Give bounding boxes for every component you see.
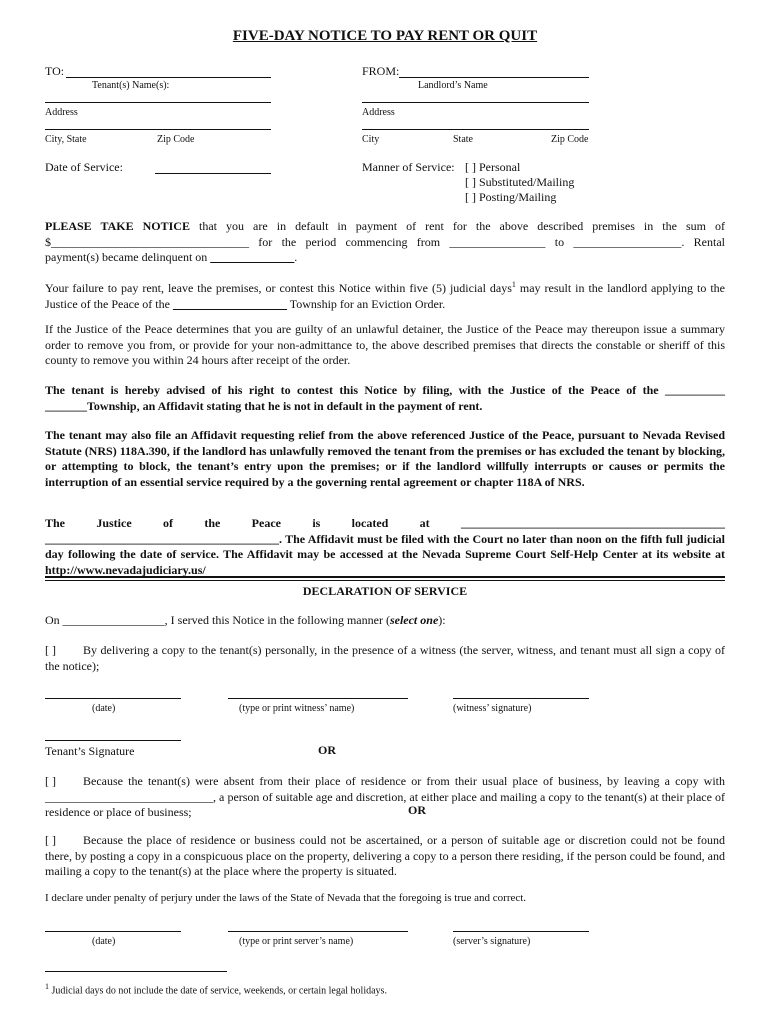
witness-date-label: (date) <box>92 703 116 714</box>
or-separator-1: OR <box>318 743 336 757</box>
witness-date-line[interactable] <box>45 698 181 699</box>
document-title: FIVE-DAY NOTICE TO PAY RENT OR QUIT <box>232 28 538 44</box>
failure-text-c: Township for an Eviction Order. <box>286 296 446 311</box>
tenant-address-line[interactable] <box>45 102 271 103</box>
footnote-ref: 1 <box>511 280 516 289</box>
footnote-divider <box>45 971 227 972</box>
landlord-city-line[interactable] <box>362 129 589 130</box>
landlord-name-line[interactable] <box>399 77 589 78</box>
tenant-city-line[interactable] <box>45 129 271 130</box>
city-label: City <box>362 134 380 145</box>
landlord-name-label: Landlord’s Name <box>418 80 488 91</box>
or-separator-2: OR <box>408 803 426 817</box>
paragraph-relief: The tenant may also file an Affidavit requesting relief from the above referenced Justice of the Peace, pursuant to Nevada Revised Statute (NRS) 118A.390, if the landlord has unlawfully removed the tenant from the premises or has excluded the tenant by blocking, or attempting to block, the tenant’s entry upon the premises; or if the landlord willfully interrupts or causes or permits the interruption of an essential service required by a the governing rental agreement or chapter 118A of NRS. <box>45 428 725 489</box>
option3-checkbox[interactable]: [ ] <box>45 833 56 847</box>
notice-text: that you are in default in payment of rent for the above described premises in the sum of $_________________________________ for the period commencing from ________________ to __________________. Rental payment(s) became delinquent on <box>45 219 725 264</box>
server-signature-line[interactable] <box>453 931 589 932</box>
option2-text: Because the tenant(s) were absent from their place of residence or from their usual place of business, by leaving a copy with ____________________________, a person of suitable age and discretion, at either place and mailing a copy to the tenant(s) at their place of residence or place of business; <box>45 774 725 819</box>
township-blank[interactable]: ___________________ <box>172 296 287 311</box>
server-date-line[interactable] <box>45 931 181 932</box>
option1-text: By delivering a copy to the tenant(s) personally, in the presence of a witness (the server, witness, and tenant must all sign a copy of the notice); <box>45 643 725 673</box>
served-on-text: On _________________, I served this Notice in the following manner ( <box>45 613 390 627</box>
manner-option-posting[interactable]: [ ] Posting/Mailing <box>465 190 557 204</box>
manner-option-personal[interactable]: [ ] Personal <box>465 160 521 174</box>
footnote <box>45 982 387 996</box>
server-signature-label: (server’s signature) <box>453 936 531 947</box>
section-divider-thin <box>45 580 725 581</box>
state-label: State <box>453 134 473 145</box>
landlord-address-label: Address <box>362 107 395 118</box>
witness-signature-line[interactable] <box>453 698 589 699</box>
city-state-label: City, State <box>45 134 87 145</box>
option2-checkbox[interactable]: [ ] <box>45 774 56 788</box>
option-personal-delivery <box>45 643 725 674</box>
notice-end: . <box>294 250 298 264</box>
landlord-zip-label: Zip Code <box>551 134 589 145</box>
paragraph-location <box>45 516 725 578</box>
date-of-service-line[interactable] <box>155 173 271 174</box>
paragraph-notice <box>45 219 725 266</box>
notice-lead: PLEASE TAKE NOTICE <box>45 219 190 233</box>
paragraph-determination: If the Justice of the Peace determines that you are guilty of an unlawful detainer, the Justice of the Peace may thereupon issue a summary order to remove you from, or provide for your non-admittance to, the above described premises that directs the constable or sheriff of this county to remove you within 24 hours after receipt of the order. <box>45 322 725 367</box>
address-label: Address <box>45 107 78 118</box>
option3-text: Because the place of residence or business could not be ascertained, or a person of suitable age or discretion could not be found there, by posting a copy in a conspicuous place on the property, delivering a copy to a person there residing, if the person could be found, and mailing a copy to the tenant(s) at the place where the property is situated. <box>45 833 725 878</box>
zip-code-label: Zip Code <box>157 134 195 145</box>
section-divider <box>45 576 725 578</box>
witness-name-line[interactable] <box>228 698 408 699</box>
served-on-end: ): <box>438 613 446 627</box>
manner-option-substituted[interactable]: [ ] Substituted/Mailing <box>465 175 575 189</box>
delinquent-date-blank[interactable]: ______________ <box>210 250 295 264</box>
location-text-a: The Justice of the Peace is located at <box>45 516 430 530</box>
tenant-names-label: Tenant(s) Name(s): <box>92 80 170 91</box>
to-label: TO: <box>45 64 65 78</box>
witness-name-label: (type or print witness’ name) <box>239 703 355 714</box>
date-of-service-label: Date of Service: <box>45 160 123 174</box>
witness-signature-label: (witness’ signature) <box>453 703 532 714</box>
tenant-signature-label: Tenant’s Signature <box>45 744 135 758</box>
option1-checkbox[interactable]: [ ] <box>45 643 56 657</box>
server-name-label: (type or print server’s name) <box>239 936 354 947</box>
footnote-text: Judicial days do not include the date of service, weekends, or certain legal holidays. <box>51 985 387 997</box>
paragraph-contest: The tenant is hereby advised of his right to contest this Notice by filing, with the Justice of the Peace of the __________ _______Township, an Affidavit stating that he is not in default in the payment of rent. <box>45 383 725 413</box>
tenant-signature-line[interactable] <box>45 740 181 741</box>
from-label: FROM: <box>362 64 400 78</box>
option-posting-service <box>45 833 725 880</box>
tenant-name-line[interactable] <box>66 77 271 78</box>
option-substituted-service <box>45 774 725 821</box>
server-name-line[interactable] <box>228 931 408 932</box>
select-one-text: select one <box>389 613 439 627</box>
landlord-address-line[interactable] <box>362 102 589 103</box>
server-date-label: (date) <box>92 936 116 947</box>
footnote-mark: 1 <box>45 982 49 991</box>
location-text-b: _______________________________________. The Affidavit must be filed with the Court no later than noon on the fifth full judicial day following the date of service. The Affidavit may be accessed at the Nevada Supreme Court Self-Help Center at its website at http://www.nevadajudiciary.us/ <box>45 531 725 577</box>
paragraph-failure <box>45 277 725 312</box>
failure-text-b: may result in the landlord applying to the Justice of the Peace of the <box>45 281 725 311</box>
served-on-line <box>45 613 446 628</box>
manner-of-service-label: Manner of Service: <box>362 160 455 174</box>
perjury-declaration: I declare under penalty of perjury under the laws of the State of Nevada that the foregoing is true and correct. <box>45 892 527 904</box>
failure-text-a: Your failure to pay rent, leave the premises, or contest this Notice within five (5) judicial days <box>45 281 512 295</box>
location-blank[interactable]: ____________________________________________ <box>461 516 725 530</box>
declaration-heading: DECLARATION OF SERVICE <box>302 584 468 598</box>
